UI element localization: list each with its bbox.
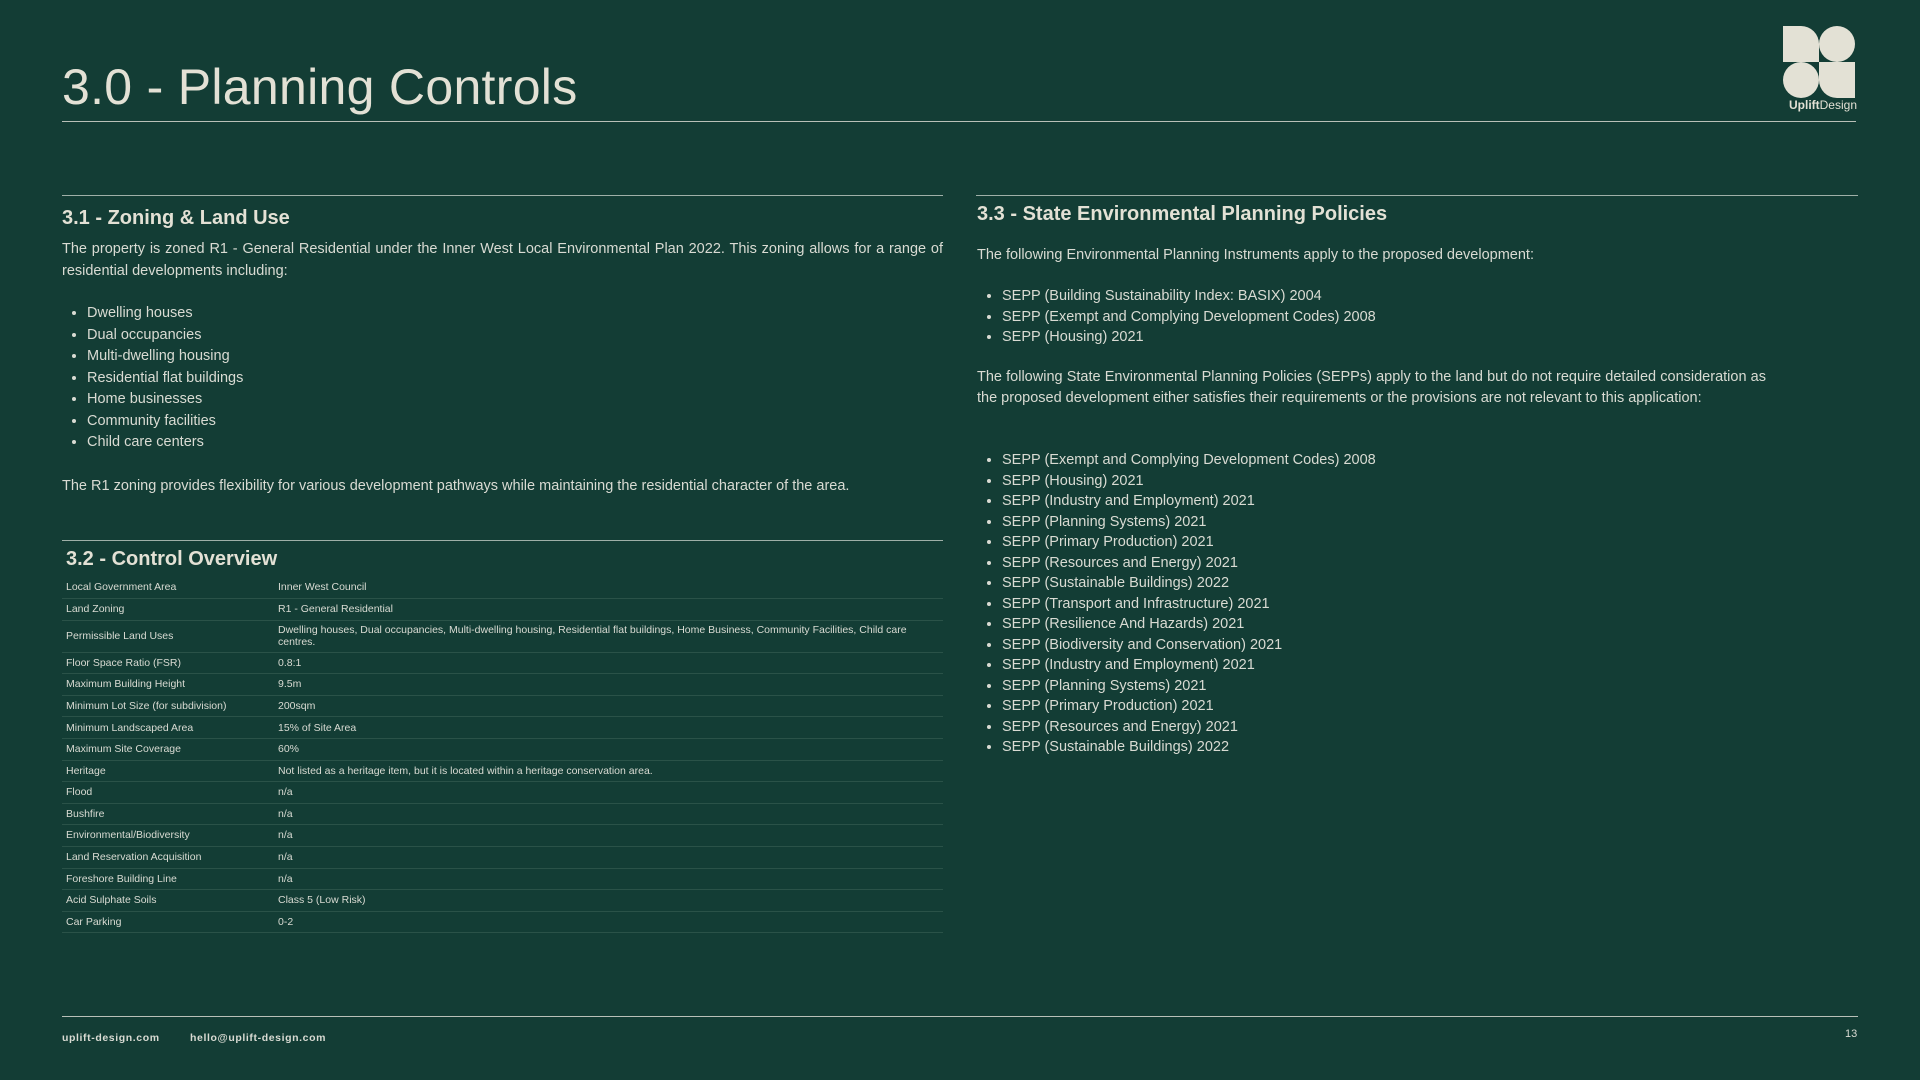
list-item: • SEPP (Resources and Energy) 2021 — [1002, 717, 1376, 738]
control-label: Maximum Site Coverage — [62, 739, 274, 761]
footer-website-link[interactable]: uplift-design.com — [62, 1032, 160, 1044]
list-item: • SEPP (Planning Systems) 2021 — [1002, 512, 1376, 533]
list-item: • SEPP (Industry and Employment) 2021 — [1002, 655, 1376, 676]
control-value: Dwelling houses, Dual occupancies, Multi-dwelling housing, Residential flat buildings, Home Business, Community Facilities, Child care centres. — [274, 620, 943, 652]
list-item: • Home businesses — [87, 389, 243, 411]
table-row — [62, 760, 943, 782]
control-value: Class 5 (Low Risk) — [274, 890, 943, 912]
control-value: 60% — [274, 739, 943, 761]
control-value: 200sqm — [274, 695, 943, 717]
control-value: n/a — [274, 847, 943, 869]
brand-name-bold: Uplift — [1788, 98, 1820, 112]
list-item: • SEPP (Primary Production) 2021 — [1002, 532, 1376, 553]
table-row — [62, 577, 943, 599]
control-label: Foreshore Building Line — [62, 868, 274, 890]
section-sepp-divider — [976, 195, 1858, 196]
table-row — [62, 782, 943, 804]
footer-email-link[interactable]: hello@uplift-design.com — [190, 1032, 327, 1044]
list-item: • SEPP (Planning Systems) 2021 — [1002, 676, 1376, 697]
control-value: 9.5m — [274, 674, 943, 696]
list-item: • SEPP (Biodiversity and Conservation) 2021 — [1002, 635, 1376, 656]
sepp-apply-list — [977, 286, 1376, 348]
table-row — [62, 717, 943, 739]
page-title: 3.0 - Planning Controls — [62, 59, 578, 115]
control-label: Flood — [62, 782, 274, 804]
sepp-other-list — [977, 450, 1376, 758]
table-row — [62, 652, 943, 674]
list-item: • Child care centers — [87, 432, 243, 454]
control-value: 0-2 — [274, 911, 943, 933]
page-number: 13 — [1845, 1028, 1858, 1040]
zoning-uses-list — [62, 303, 243, 454]
control-value: n/a — [274, 803, 943, 825]
control-value: 0.8:1 — [274, 652, 943, 674]
table-row — [62, 868, 943, 890]
control-label: Maximum Building Height — [62, 674, 274, 696]
control-label: Bushfire — [62, 803, 274, 825]
table-row — [62, 847, 943, 869]
control-value: R1 - General Residential — [274, 599, 943, 621]
table-row — [62, 620, 943, 652]
table-row — [62, 803, 943, 825]
section-sepp-intro: The following Environmental Planning Instruments apply to the proposed development: — [977, 247, 1534, 263]
list-item: • SEPP (Housing) 2021 — [1002, 471, 1376, 492]
control-value: 15% of Site Area — [274, 717, 943, 739]
control-label: Minimum Lot Size (for subdivision) — [62, 695, 274, 717]
table-row — [62, 890, 943, 912]
list-item: • SEPP (Exempt and Complying Development Codes) 2008 — [1002, 307, 1376, 328]
list-item: • Residential flat buildings — [87, 368, 243, 390]
table-row — [62, 674, 943, 696]
list-item: • SEPP (Exempt and Complying Development Codes) 2008 — [1002, 450, 1376, 471]
list-item: • SEPP (Primary Production) 2021 — [1002, 696, 1376, 717]
list-item: • Dwelling houses — [87, 303, 243, 325]
section-sepp-title: 3.3 - State Environmental Planning Policies — [977, 203, 1388, 225]
control-label: Local Government Area — [62, 577, 274, 599]
table-row — [62, 739, 943, 761]
table-row — [62, 599, 943, 621]
control-value: Not listed as a heritage item, but it is located within a heritage conservation area. — [274, 760, 943, 782]
control-overview-table — [62, 577, 943, 933]
section-zoning-title: 3.1 - Zoning & Land Use — [62, 207, 290, 229]
list-item: • SEPP (Building Sustainability Index: BASIX) 2004 — [1002, 286, 1376, 307]
section-zoning-divider — [62, 195, 943, 196]
control-value: Inner West Council — [274, 577, 943, 599]
control-label: Land Zoning — [62, 599, 274, 621]
section-zoning-intro: The property is zoned R1 - General Residential under the Inner West Local Environmental Plan 2022. This zoning allows for a range of residential developments including: — [62, 241, 943, 279]
brand-logo — [1783, 26, 1857, 112]
list-item: • SEPP (Transport and Infrastructure) 2021 — [1002, 594, 1376, 615]
list-item: • SEPP (Industry and Employment) 2021 — [1002, 491, 1376, 512]
list-item: • SEPP (Sustainable Buildings) 2022 — [1002, 573, 1376, 594]
control-label: Heritage — [62, 760, 274, 782]
section-sepp-middle: The following State Environmental Planning Policies (SEPPs) apply to the land but do not require detailed consideration as the proposed development either satisfies their requirements or the provisions are not relevant to this application: — [977, 369, 1766, 406]
title-divider — [62, 121, 1856, 122]
control-value: n/a — [274, 825, 943, 847]
list-item: • SEPP (Sustainable Buildings) 2022 — [1002, 737, 1376, 758]
table-row — [62, 825, 943, 847]
control-label: Floor Space Ratio (FSR) — [62, 652, 274, 674]
control-label: Car Parking — [62, 911, 274, 933]
list-item: • Community facilities — [87, 411, 243, 433]
table-row — [62, 911, 943, 933]
control-label: Land Reservation Acquisition — [62, 847, 274, 869]
section-controls-title: 3.2 - Control Overview — [66, 548, 278, 570]
list-item: • Dual occupancies — [87, 325, 243, 347]
brand-name-light: Design — [1819, 98, 1857, 112]
control-label: Environmental/Biodiversity — [62, 825, 274, 847]
control-label: Acid Sulphate Soils — [62, 890, 274, 912]
section-controls-divider — [62, 540, 943, 541]
control-label: Permissible Land Uses — [62, 620, 274, 652]
footer-divider — [62, 1016, 1858, 1017]
brand-name — [1783, 98, 1857, 112]
table-row — [62, 695, 943, 717]
uplift-logo-icon — [1783, 26, 1855, 98]
control-label: Minimum Landscaped Area — [62, 717, 274, 739]
list-item: • Multi-dwelling housing — [87, 346, 243, 368]
list-item: • SEPP (Resilience And Hazards) 2021 — [1002, 614, 1376, 635]
section-zoning-closing: The R1 zoning provides flexibility for various development pathways while maintaining the residential character of the area. — [62, 478, 850, 494]
control-value: n/a — [274, 868, 943, 890]
control-value: n/a — [274, 782, 943, 804]
list-item: • SEPP (Housing) 2021 — [1002, 327, 1376, 348]
list-item: • SEPP (Resources and Energy) 2021 — [1002, 553, 1376, 574]
